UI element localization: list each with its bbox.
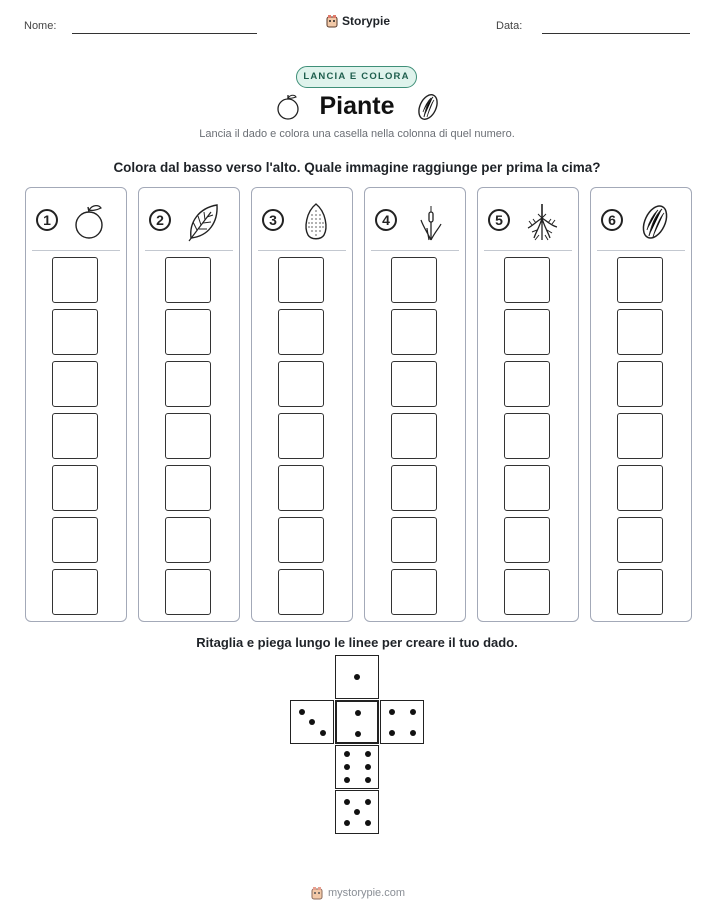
subtitle: Lancia il dado e colora una casella nella colonna di quel numero. [199, 128, 515, 140]
die-pip [344, 820, 350, 826]
color-box[interactable] [165, 465, 211, 511]
color-box[interactable] [278, 569, 324, 615]
color-box[interactable] [504, 413, 550, 459]
column-number: 3 [262, 209, 284, 231]
column-3 [251, 187, 353, 622]
footer [310, 886, 405, 900]
color-box[interactable] [52, 569, 98, 615]
column-divider [145, 250, 233, 251]
date-line[interactable] [542, 33, 690, 34]
apple-icon [274, 93, 302, 121]
color-box[interactable] [504, 465, 550, 511]
brand-name: Storypie [342, 14, 391, 28]
column-header [139, 202, 239, 242]
column-4 [364, 187, 466, 622]
color-box[interactable] [278, 309, 324, 355]
brand-mascot-icon [325, 14, 339, 28]
color-box[interactable] [278, 413, 324, 459]
column-1 [25, 187, 127, 622]
column-header [26, 202, 126, 242]
leaf-icon [185, 202, 221, 242]
color-box[interactable] [165, 517, 211, 563]
die-pip [365, 777, 371, 783]
color-box[interactable] [278, 361, 324, 407]
column-header [252, 202, 352, 242]
die-face-3 [290, 700, 334, 744]
die-pip [389, 709, 395, 715]
color-box[interactable] [504, 517, 550, 563]
die-pip [354, 674, 360, 680]
color-box[interactable] [391, 413, 437, 459]
die-pip [320, 730, 326, 736]
color-box[interactable] [165, 309, 211, 355]
die-pip [355, 710, 361, 716]
color-box[interactable] [52, 257, 98, 303]
activity-badge: LANCIA E COLORA [296, 66, 417, 88]
color-box[interactable] [617, 465, 663, 511]
die-pip [410, 730, 416, 736]
die-pip [365, 799, 371, 805]
column-header [478, 202, 578, 242]
color-box[interactable] [165, 569, 211, 615]
color-box[interactable] [391, 569, 437, 615]
column-2 [138, 187, 240, 622]
color-box[interactable] [391, 257, 437, 303]
race-columns [25, 187, 690, 624]
color-box[interactable] [504, 361, 550, 407]
page-title: Piante [319, 92, 395, 120]
die-face-1 [335, 655, 379, 699]
instruction: Colora dal basso verso l'alto. Quale immagine raggiunge per prima la cima? [113, 160, 601, 175]
brand-logo [325, 14, 390, 28]
column-number: 4 [375, 209, 397, 231]
color-box[interactable] [278, 517, 324, 563]
color-box[interactable] [52, 413, 98, 459]
color-box[interactable] [617, 309, 663, 355]
seed-icon [414, 92, 442, 122]
die-pip [410, 709, 416, 715]
die-face-6 [335, 745, 379, 789]
column-header [591, 202, 691, 242]
die-pip [365, 764, 371, 770]
apple-icon [72, 202, 108, 242]
die-pip [344, 799, 350, 805]
column-divider [597, 250, 685, 251]
roots-icon [524, 202, 560, 242]
column-number: 5 [488, 209, 510, 231]
die-pip [354, 809, 360, 815]
die-face-4 [380, 700, 424, 744]
die-pip [344, 764, 350, 770]
color-box[interactable] [391, 465, 437, 511]
column-divider [371, 250, 459, 251]
name-line[interactable] [72, 33, 257, 34]
die-pip [299, 709, 305, 715]
color-box[interactable] [52, 465, 98, 511]
die-pip [344, 751, 350, 757]
column-header [365, 202, 465, 242]
column-number: 1 [36, 209, 58, 231]
color-box[interactable] [278, 465, 324, 511]
color-box[interactable] [617, 413, 663, 459]
almond-icon [298, 202, 334, 242]
color-box[interactable] [165, 361, 211, 407]
color-box[interactable] [504, 309, 550, 355]
column-divider [32, 250, 120, 251]
die-pip [344, 777, 350, 783]
die-face-2 [335, 700, 379, 744]
dice-instruction: Ritaglia e piega lungo le linee per creare il tuo dado. [196, 635, 518, 650]
column-number: 6 [601, 209, 623, 231]
color-box[interactable] [52, 309, 98, 355]
color-box[interactable] [391, 309, 437, 355]
color-box[interactable] [617, 257, 663, 303]
column-divider [484, 250, 572, 251]
color-box[interactable] [165, 413, 211, 459]
color-box[interactable] [278, 257, 324, 303]
dice-net [290, 655, 425, 835]
color-box[interactable] [504, 257, 550, 303]
die-pip [309, 719, 315, 725]
color-box[interactable] [52, 517, 98, 563]
die-face-5 [335, 790, 379, 834]
die-pip [355, 731, 361, 737]
cattail-icon [411, 202, 447, 242]
die-pip [365, 820, 371, 826]
color-box[interactable] [52, 361, 98, 407]
color-box[interactable] [617, 569, 663, 615]
die-pip [365, 751, 371, 757]
footer-url: mystorypie.com [328, 887, 406, 899]
color-box[interactable] [165, 257, 211, 303]
brand-mascot-icon [310, 886, 324, 900]
color-box[interactable] [391, 361, 437, 407]
column-5 [477, 187, 579, 622]
color-box[interactable] [391, 517, 437, 563]
die-pip [389, 730, 395, 736]
seed-icon [637, 202, 673, 242]
color-box[interactable] [617, 517, 663, 563]
column-number: 2 [149, 209, 171, 231]
name-label: Nome: [24, 20, 57, 32]
color-box[interactable] [617, 361, 663, 407]
column-6 [590, 187, 692, 622]
date-label: Data: [496, 20, 523, 32]
column-divider [258, 250, 346, 251]
color-box[interactable] [504, 569, 550, 615]
